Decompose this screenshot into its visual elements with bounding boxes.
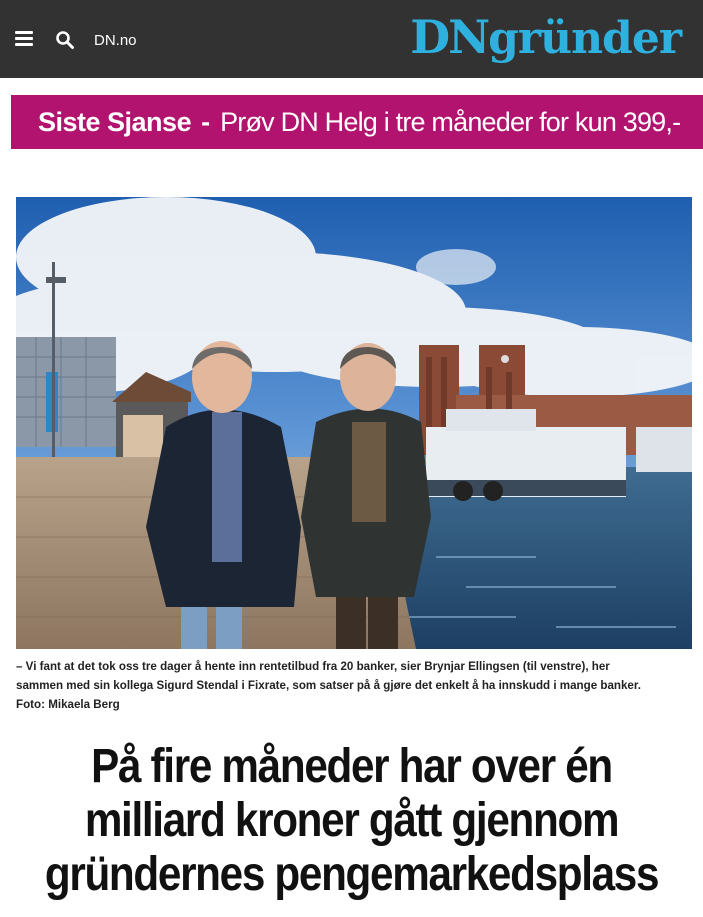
banner-offer-text: Prøv DN Helg i tre måneder for kun 399,-	[220, 106, 681, 137]
logo-dn-text: DN	[410, 10, 489, 64]
lamp-post	[52, 262, 55, 472]
caption-line-1: – Vi fant at det tok oss tre dager å hente inn rentetilbud fra 20 banker, sier Brynjar Ellingsen (til venstre), her	[16, 660, 610, 673]
article-headline	[0, 740, 703, 902]
article-photo[interactable]	[16, 197, 692, 649]
photo-caption	[16, 657, 692, 714]
subscription-banner[interactable]	[11, 95, 703, 149]
top-bar	[0, 0, 703, 78]
banner-separator: -	[201, 106, 211, 137]
logo-grunder-text: gründer	[488, 13, 681, 64]
photo-credit: Foto: Mikaela Berg	[16, 698, 120, 711]
dn-grunder-logo[interactable]	[410, 8, 681, 66]
building-left	[16, 337, 116, 447]
banner-highlight: Siste Sjanse	[38, 106, 192, 137]
headline-line-1: På fire måneder har over én	[91, 740, 612, 793]
search-icon[interactable]	[55, 30, 75, 50]
menu-icon[interactable]	[15, 31, 33, 47]
caption-line-2: sammen med sin kollega Sigurd Stendal i Fixrate, som satser på å gjøre det enkelt å ha innskudd i mange banker.	[16, 679, 641, 692]
headline-line-2: milliard kroner gått gjennom	[84, 794, 619, 847]
dn-home-link[interactable]: DN.no	[94, 32, 137, 49]
headline-line-3: gründernes pengemarkedsplass	[44, 848, 659, 901]
